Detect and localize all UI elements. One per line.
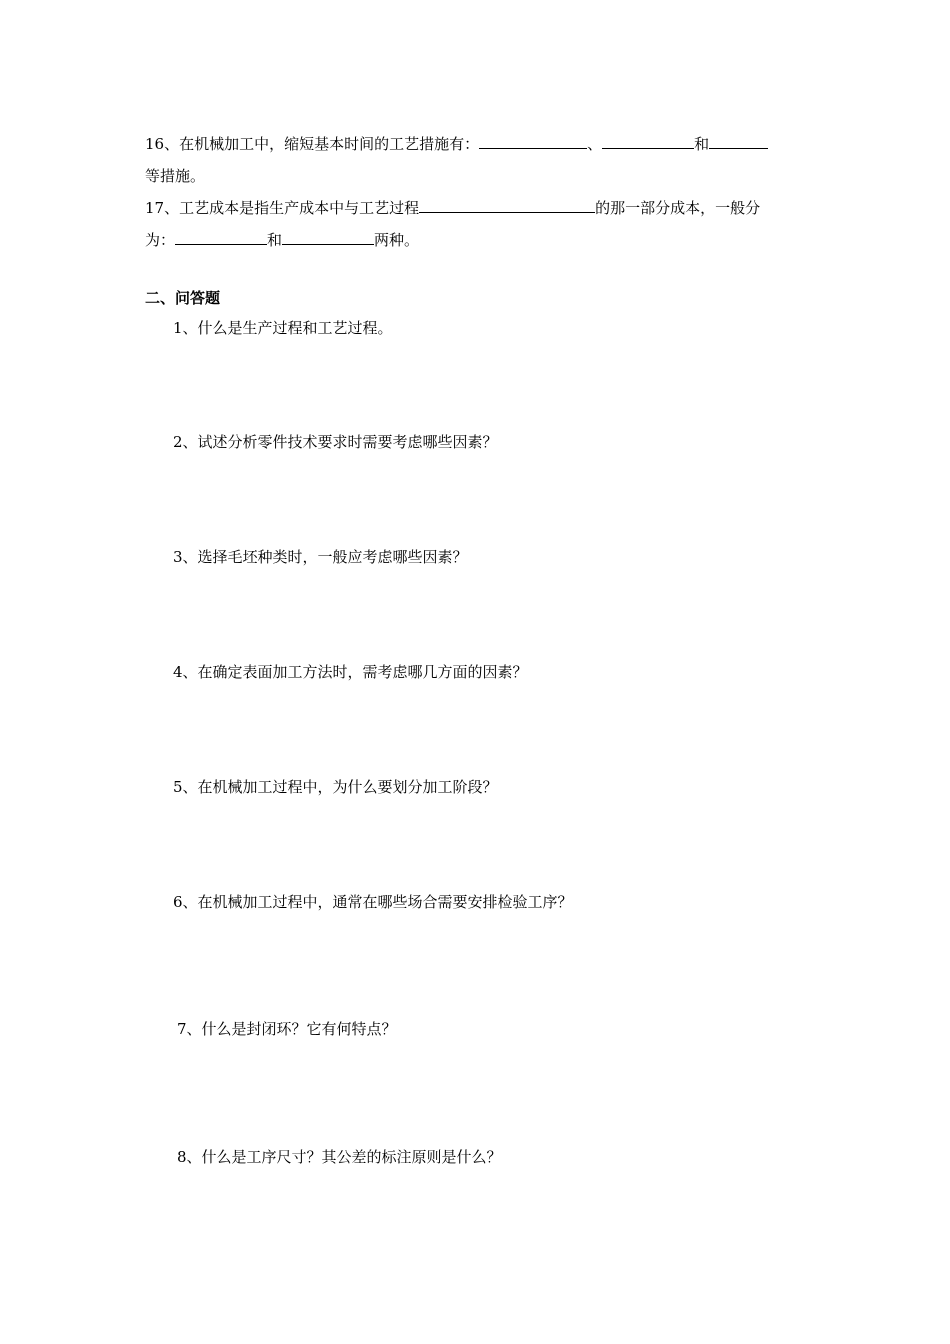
q16-line1 [145,134,810,154]
question-4: 4、在确定表面加工方法时，需考虑哪几方面的因素？ [173,663,528,681]
question-7: 7、什么是封闭环？它有何特点？ [177,1020,397,1038]
q17-text-start: 为： [145,231,176,249]
question-8: 8、什么是工序尺寸？其公差的标注原则是什么？ [177,1148,502,1166]
q17-line2 [145,230,810,250]
question-6: 6、在机械加工过程中，通常在哪些场合需要安排检验工序？ [173,893,573,911]
q16-sep2: 和 [694,135,710,153]
q16-text: 16、在机械加工中，缩短基本时间的工艺措施有： [145,135,480,153]
question-2: 2、试述分析零件技术要求时需要考虑哪些因素？ [173,433,498,451]
q17-blank-2[interactable] [175,230,267,245]
q16-text-end: 等措施。 [145,167,206,185]
question-3: 3、选择毛坯种类时，一般应考虑哪些因素？ [173,548,468,566]
question-5: 5、在机械加工过程中，为什么要划分加工阶段？ [173,778,498,796]
q17-sep1: 和 [267,231,283,249]
q17-blank-3[interactable] [282,230,374,245]
q17-line1 [145,198,810,218]
q17-text-mid: 的那一部分成本，一般分 [595,199,761,217]
q16-line2 [145,166,810,186]
q17-text-end: 两种。 [374,231,420,249]
question-1: 1、什么是生产过程和工艺过程。 [173,319,393,337]
q16-sep1: 、 [587,135,603,153]
q17-blank-1[interactable] [419,198,595,213]
section-title: 二、问答题 [145,289,221,307]
q16-blank-3[interactable] [709,134,768,149]
q16-blank-1[interactable] [479,134,587,149]
q17-text: 17、工艺成本是指生产成本中与工艺过程 [145,199,420,217]
q16-blank-2[interactable] [602,134,694,149]
